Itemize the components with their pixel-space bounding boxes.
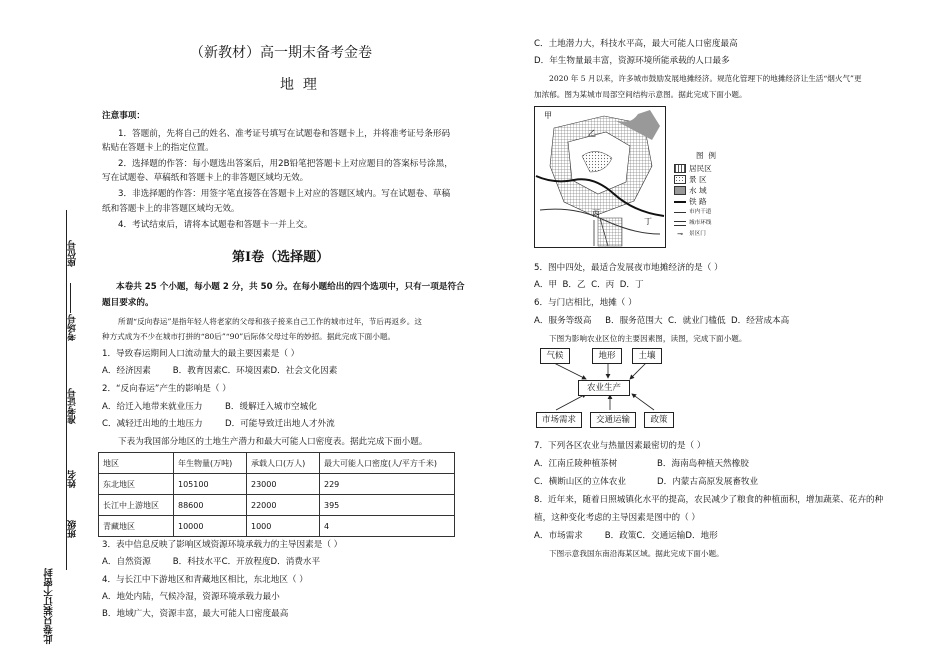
factor-box: 政策 — [644, 412, 674, 428]
diagram-intro: 下图为影响农业区位的主要因素图，读图，完成下面小题。 — [549, 334, 747, 343]
option-d: D．年生物量最丰富，资源环境所能承载的人口最多 — [534, 56, 730, 66]
name-label: 姓名 — [68, 470, 78, 488]
option-a: A．给迁入地带来就业压力 — [102, 402, 203, 412]
question-8-stem: 植，这种变化考虑的主导因素是图中的（ ） — [534, 513, 701, 523]
notice-item: 4．考试结束后，请将本试题卷和答题卡一并上交。 — [118, 220, 313, 230]
table-cell: 青藏地区 — [99, 516, 174, 537]
subject-title: 地 理 — [280, 77, 317, 93]
table-cell: 长江中上游地区 — [99, 495, 174, 516]
question-2-stem: 2．“反向春运”产生的影响是（ ） — [102, 384, 231, 394]
question-6-stem: 6．与门店相比，地摊（ ） — [534, 298, 637, 308]
map-legend — [674, 150, 738, 240]
table-header-cell: 最大可能人口密度(人/平方千米) — [320, 453, 455, 474]
option-b: B．缓解迁入城市空城化 — [225, 402, 317, 412]
option-c: C．横断山区的立体农业 — [534, 477, 626, 487]
table-cell: 229 — [320, 474, 455, 495]
table-cell: 105100 — [174, 474, 247, 495]
factor-box: 市场需求 — [536, 412, 582, 428]
notice-item: 3．非选择题的作答：用签字笔直接答在答题卡上对应的答题区域内。写在试题卷、草稿 — [118, 189, 451, 199]
passage-text: 所谓“反向春运”是指年轻人将老家的父母和孩子接来自己工作的城市过年，节后再返乡。这 — [118, 317, 422, 326]
gate-swatch-icon: ⊸ — [677, 230, 683, 238]
table-cell: 东北地区 — [99, 474, 174, 495]
exam-room-label: 考场号 — [68, 314, 78, 341]
option-a: A．地处内陆，气候冷湿，资源环境承载力最小 — [102, 592, 280, 602]
notice-item: 1．答题前，先将自己的姓名、准考证号填写在试题卷和答题卡上，并将准考证号条形码 — [118, 129, 451, 139]
factor-box: 土壤 — [632, 348, 662, 364]
district-grid — [598, 218, 622, 246]
option-d: D．内蒙古高原发展畜牧业 — [657, 477, 759, 487]
question-5-stem: 5．图中四处，最适合发展夜市地摊经济的是（ ） — [534, 263, 723, 273]
section-instruction: 题目要求的。 — [102, 298, 154, 308]
legend-item: ⊸ 景区门 — [674, 229, 738, 240]
legend-title: 图 例 — [695, 151, 716, 160]
table-header-cell: 地区 — [99, 453, 174, 474]
option-c: C．减轻迁出地的土地压力 — [102, 419, 203, 429]
passage-text: 种方式成为不少在城市打拼的“80后”“90”后际体父母过年的妙招。据此完成下面小题。 — [102, 332, 396, 341]
table-cell: 23000 — [247, 474, 320, 495]
passage-text: 加浓郁。图为某城市局部空间结构示意图。据此完成下面小题。 — [534, 90, 747, 99]
scenic-swatch-icon — [674, 175, 686, 184]
notice-heading: 注意事项： — [102, 111, 145, 121]
table-row — [99, 474, 455, 495]
road-swatch-icon — [674, 212, 686, 213]
question-5-options: A．甲 B．乙 C．丙 D．丁 — [534, 280, 644, 290]
center-box: 农业生产 — [578, 380, 630, 396]
seat-blank[interactable] — [70, 283, 72, 313]
question-6-options: A．服务等级高 B．服务范围大 C．就业门槛低 D．经营成本高 — [534, 316, 790, 326]
legend-item: 市内干道 — [674, 207, 738, 218]
railway-swatch-icon — [674, 201, 686, 203]
ring-road-swatch-icon — [674, 221, 686, 226]
notice-item: 纸和答题卡上的非答题区域均无效。 — [102, 204, 240, 214]
population-table — [98, 452, 455, 537]
city-map — [534, 106, 666, 248]
notice-item: 写在试题卷、草稿纸和答题卡上的非答题区域均无效。 — [102, 173, 309, 183]
table-cell: 395 — [320, 495, 455, 516]
arrow — [630, 362, 647, 379]
seat-label: 座位号 — [68, 240, 78, 267]
option-c: C．土地潜力大，科技水平高，最大可能人口密度最高 — [534, 39, 738, 49]
residential-swatch-icon — [674, 164, 686, 173]
seal-notice: 此卷只装订不密封 — [44, 568, 55, 644]
question-3-options: A．自然资源 B．科技水平C．开放程度D．消费水平 — [102, 557, 321, 567]
legend-item: 景 区 — [674, 174, 738, 185]
table-cell: 10000 — [174, 516, 247, 537]
table-intro: 下表为我国部分地区的土地生产潜力和最大可能人口密度表。据此完成下面小题。 — [118, 437, 428, 447]
option-b: B．海南岛种植天然橡胶 — [657, 459, 749, 469]
option-a: A．江南丘陵种植茶树 — [534, 459, 618, 469]
map-label-jia: 甲 — [544, 111, 552, 120]
arrow — [552, 362, 586, 379]
legend-item: 城市环线 — [674, 218, 738, 229]
table-header-cell: 承载人口(万人) — [247, 453, 320, 474]
legend-item: 水 域 — [674, 185, 738, 196]
factor-box: 交通运输 — [590, 412, 636, 428]
question-8-options: A．市场需求 B．政策C．交通运输D．地形 — [534, 531, 718, 541]
passage-text: 下图示意我国东南沿海某区域。据此完成下面小题。 — [549, 549, 724, 558]
section-instruction: 本卷共 25 个小题，每小题 2 分，共 50 分。在每小题给出的四个选项中，只有一项是符合 — [116, 282, 465, 292]
map-label-yi: 乙 — [588, 129, 596, 138]
section-title: 第Ⅰ卷（选择题） — [232, 250, 330, 265]
factor-box: 地形 — [592, 348, 622, 364]
table-header-cell: 年生物量(万吨) — [174, 453, 247, 474]
question-7-stem: 7．下列各区农业与热量因素最密切的是（ ） — [534, 441, 706, 451]
factor-box: 气候 — [540, 348, 570, 364]
table-cell: 88600 — [174, 495, 247, 516]
map-label-ding: 丁 — [644, 217, 652, 226]
legend-item: 居民区 — [674, 163, 738, 174]
question-1-options: A．经济因素 B．教育因素C．环境因素D．社会文化因素 — [102, 366, 338, 376]
arrow — [556, 394, 586, 410]
arrow — [632, 394, 654, 410]
question-4-stem: 4．与长江中下游地区和青藏地区相比，东北地区（ ） — [102, 575, 308, 585]
table-cell: 1000 — [247, 516, 320, 537]
table-row — [99, 516, 455, 537]
notice-item: 2．选择题的作答：每小题选出答案后，用2B铅笔把答题卡上对应题目的答案标号涂黑， — [118, 159, 453, 169]
exam-title: （新教材）高一期末备考金卷 — [190, 45, 372, 61]
legend-item: 铁 路 — [674, 196, 738, 207]
table-cell: 22000 — [247, 495, 320, 516]
passage-text: 2020 年 5 月以来，许多城市鼓励发展地摊经济。规范化管理下的地摊经济让生活“烟火气”更 — [549, 74, 862, 83]
table-row — [99, 495, 455, 516]
question-8-stem: 8．近年来，随着日照城镇化水平的提高，农民减少了粮食的种植面积，增加蔬菜、花卉的种 — [534, 495, 884, 505]
notice-item: 粘贴在答题卡上的指定位置。 — [102, 143, 214, 153]
class-label: 班级 — [68, 520, 78, 538]
table-cell: 4 — [320, 516, 455, 537]
option-b: B．地域广大，资源丰富，最大可能人口密度最高 — [102, 609, 289, 619]
option-d: D．可能导致迁出地人才外流 — [225, 419, 335, 429]
question-3-stem: 3．表中信息反映了影响区域资源环境承载力的主导因素是（ ） — [102, 540, 343, 550]
map-label-bing: 丙 — [592, 209, 600, 218]
question-1-stem: 1．导致春运期间人口流动量大的最主要因素是（ ） — [102, 349, 300, 359]
table-header-row — [99, 453, 455, 474]
water-swatch-icon — [674, 186, 686, 195]
admission-label: 准考证号 — [68, 388, 78, 424]
